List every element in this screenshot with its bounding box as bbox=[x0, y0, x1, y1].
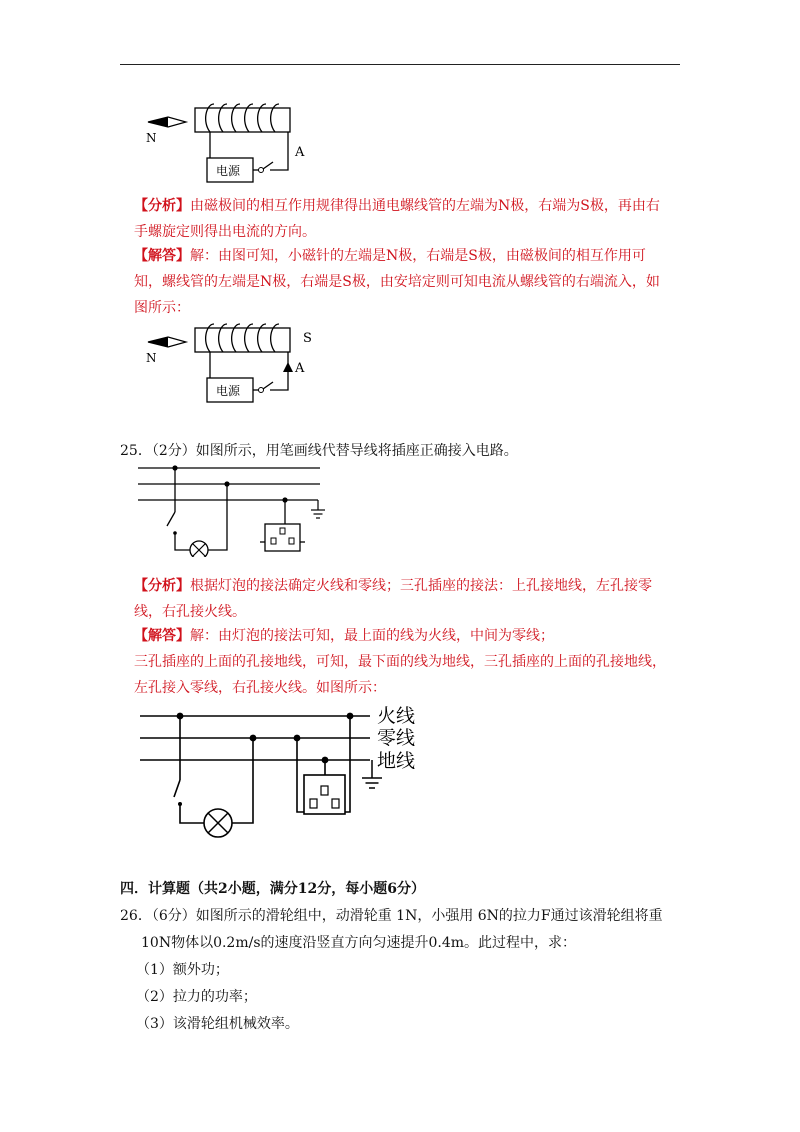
socket-hole-right bbox=[332, 799, 339, 808]
lamp-icon bbox=[190, 541, 208, 557]
compass-needle-n-half bbox=[148, 337, 168, 347]
neutral-wire-label: 零线 bbox=[377, 727, 416, 749]
answer-line-1: 解：由灯泡的接法可知，最上面的线为火线，中间为零线； bbox=[190, 628, 554, 644]
circuit-figure-question bbox=[138, 462, 338, 557]
point-a-label: A bbox=[295, 145, 305, 160]
switch-contact bbox=[259, 388, 264, 393]
analysis-tag: 【分析】 bbox=[134, 578, 190, 594]
switch-lever bbox=[263, 382, 273, 389]
header-rule bbox=[120, 64, 680, 65]
answer-paragraph-2 bbox=[134, 625, 554, 645]
wire-right bbox=[270, 132, 288, 170]
point-a-label: A bbox=[295, 361, 305, 376]
neutral-socket-wire bbox=[297, 738, 304, 812]
compass-n-label: N bbox=[146, 131, 157, 145]
answer-line-2: 三孔插座的上面的孔接地线，可知，最下面的线为地线，三孔插座的上面的孔接地线， bbox=[134, 654, 666, 670]
answer-tag: 【解答】 bbox=[134, 248, 190, 264]
socket-hole-right bbox=[289, 538, 294, 544]
ground-wire-label: 地线 bbox=[377, 750, 416, 772]
answer-paragraph-1 bbox=[134, 243, 664, 321]
circuit-figure-answer bbox=[140, 698, 430, 848]
solenoid-core bbox=[195, 108, 290, 132]
socket-hole-left bbox=[271, 538, 276, 544]
branch-wire bbox=[180, 804, 204, 823]
question-26-line-2: 10N物体以0.2m/s的速度沿竖直方向匀速提升0.4m。此过程中，求： bbox=[141, 935, 577, 951]
analysis-paragraph-2 bbox=[134, 573, 669, 625]
question-26-sub-3: （3）该滑轮组机械效率。 bbox=[136, 1016, 299, 1032]
branch-wire bbox=[232, 738, 253, 823]
answer-text: 解：由图可知，小磁针的左端是N极，右端是S极，由磁极间的相互作用可知，螺线管的左端是N极，右端是S极，由安培定则可知电流从螺线管的右端流入，如图所示： bbox=[134, 248, 660, 316]
compass-n-label: N bbox=[146, 351, 157, 365]
section-4-title: 四．计算题（共2小题，满分12分，每小题6分） bbox=[120, 881, 425, 897]
switch-contact bbox=[259, 168, 264, 173]
analysis-text: 根据灯泡的接法确定火线和零线；三孔插座的接法：上孔接地线，左孔接零线，右孔接火线。 bbox=[134, 578, 652, 620]
switch-lever bbox=[263, 162, 273, 169]
live-wire-label: 火线 bbox=[377, 705, 416, 727]
analysis-tag: 【分析】 bbox=[134, 198, 190, 214]
branch-wire bbox=[208, 484, 227, 550]
socket-hole-top bbox=[280, 528, 285, 534]
analysis-paragraph-1 bbox=[134, 193, 664, 245]
power-source-label: 电源 bbox=[216, 384, 241, 398]
solenoid-core bbox=[195, 328, 290, 352]
branch-wire bbox=[175, 533, 190, 550]
socket-hole-left bbox=[310, 799, 317, 808]
question-26-sub-1: （1）额外功； bbox=[136, 962, 229, 978]
question-25: 25．（2分）如图所示，用笔画线代替导线将插座正确接入电路。 bbox=[120, 443, 518, 459]
solenoid-s-label: S bbox=[303, 331, 312, 346]
current-arrow-icon bbox=[283, 362, 293, 372]
question-26-sub-2: （2）拉力的功率； bbox=[136, 989, 257, 1005]
solenoid-figure-answer bbox=[140, 318, 330, 408]
answer-tag: 【解答】 bbox=[134, 628, 190, 644]
question-26-line-1: 26．（6分）如图所示的滑轮组中，动滑轮重 1N，小强用 6N的拉力F通过该滑轮组将重 bbox=[120, 908, 663, 924]
solenoid-figure-question bbox=[140, 98, 320, 188]
answer-line-3: 左孔接入零线，右孔接火线。如图所示： bbox=[134, 680, 386, 696]
analysis-text: 由磁极间的相互作用规律得出通电螺线管的左端为N极，右端为S极，再由右手螺旋定则得出电流的方向。 bbox=[134, 198, 660, 240]
switch-lever bbox=[174, 780, 180, 797]
socket-hole-top bbox=[321, 786, 328, 795]
switch-lever bbox=[167, 512, 175, 526]
compass-needle-n-half bbox=[148, 117, 168, 127]
power-source-label: 电源 bbox=[216, 164, 241, 178]
